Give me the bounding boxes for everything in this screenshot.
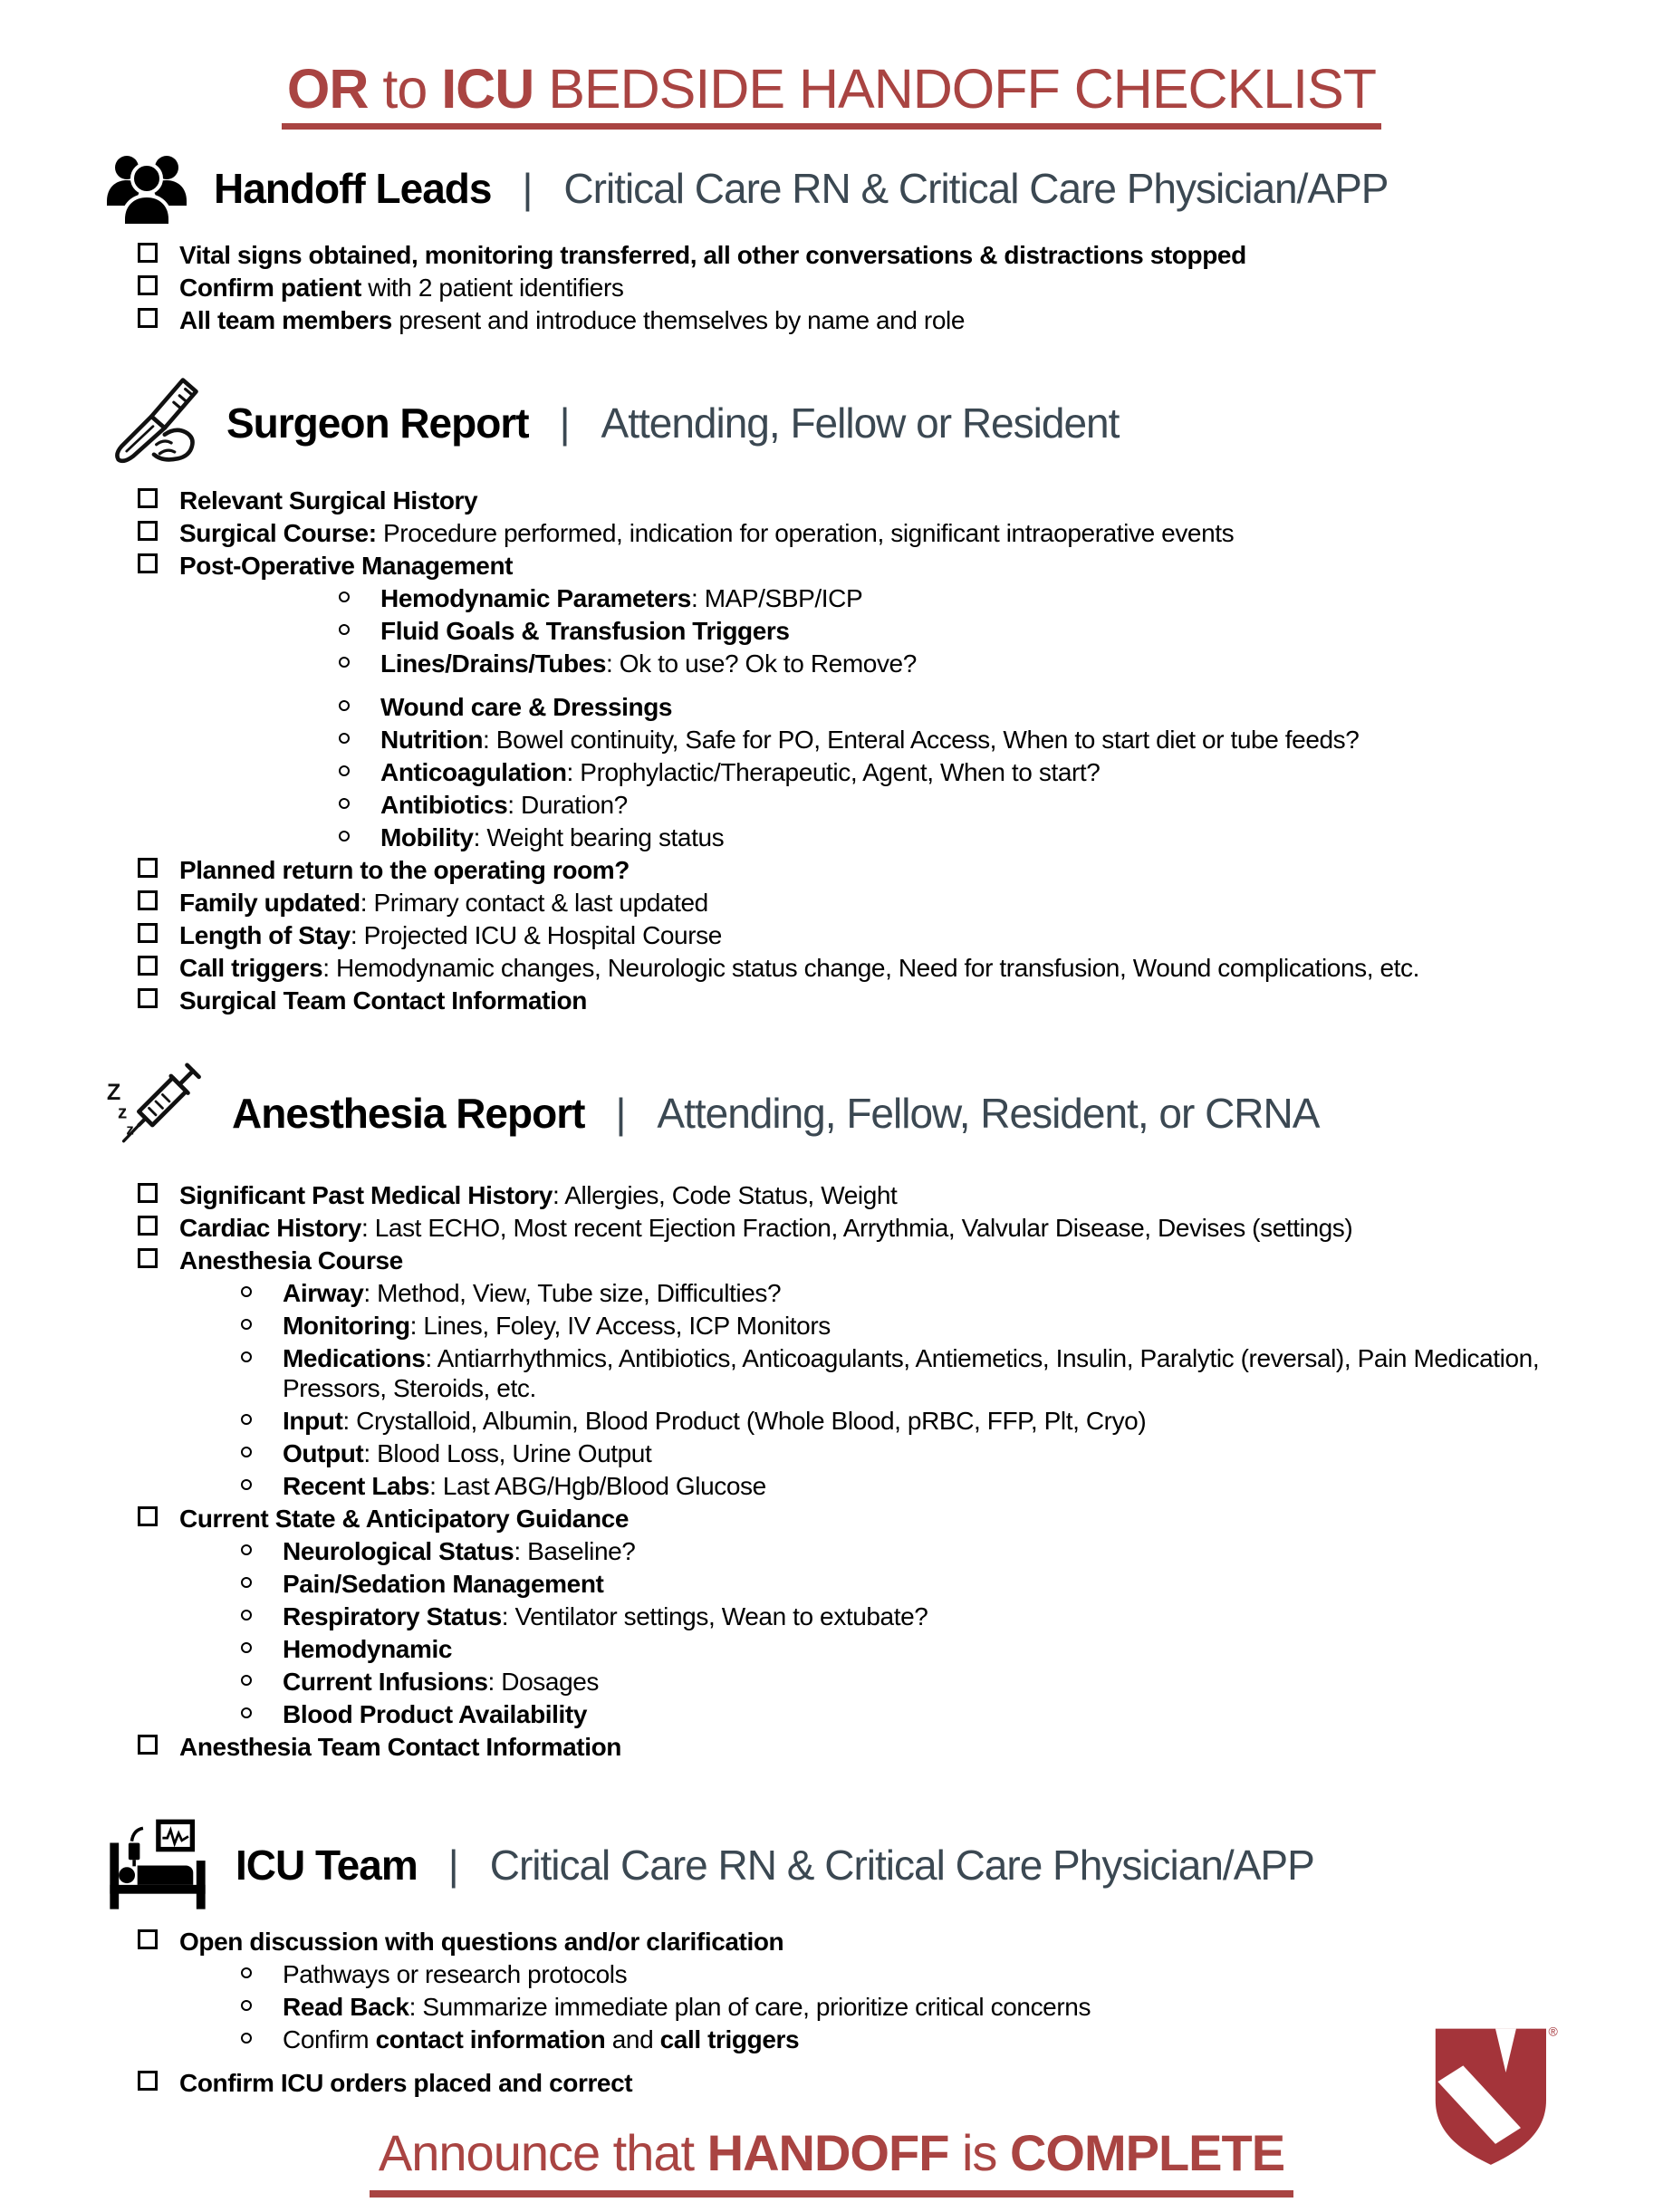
- text-segment: : Ventilator settings, Wean to extubate?: [501, 1602, 928, 1631]
- section-subtitle: Critical Care RN & Critical Care Physician/APP: [489, 1842, 1314, 1890]
- text-segment: Planned return to the operating room?: [179, 856, 630, 885]
- section-subtitle: Critical Care RN & Critical Care Physician/APP: [563, 165, 1389, 213]
- checklist-item: [0, 1504, 1549, 1534]
- checkbox-icon: [138, 858, 158, 878]
- text-segment: : Ok to use? Ok to Remove?: [606, 649, 917, 678]
- sub-bullet-item: [0, 649, 1549, 678]
- item-text: [179, 551, 1549, 581]
- nebraska-medicine-logo: [1424, 2022, 1567, 2174]
- handoff-checklist-document: [0, 58, 1663, 2212]
- checklist: [0, 1927, 1663, 2098]
- section-title: Anesthesia Report: [232, 1090, 585, 1138]
- circle-bullet-icon: [241, 1967, 252, 1978]
- sleep-letter: Z: [106, 1080, 121, 1106]
- sub-bullet-item: [0, 583, 1549, 613]
- section-title: Handoff Leads: [214, 165, 492, 213]
- item-text: [380, 616, 1549, 646]
- sub-bullet-item: [0, 1959, 1549, 1989]
- text-segment: : Method, View, Tube size, Difficulties?: [363, 1279, 782, 1308]
- text-segment: : Lines, Foley, IV Access, ICP Monitors: [409, 1312, 831, 1341]
- checkbox-icon: [138, 988, 158, 1008]
- item-text: [179, 1213, 1549, 1243]
- text-segment: Wound care & Dressings: [380, 693, 673, 722]
- checklist-item: [0, 518, 1549, 548]
- text-segment: ICU: [441, 58, 534, 120]
- checkbox-icon: [138, 1506, 158, 1526]
- circle-bullet-icon: [241, 1319, 252, 1330]
- text-segment: Family updated: [179, 889, 360, 918]
- circle-bullet-icon: [241, 1544, 252, 1555]
- item-text: [179, 273, 1549, 303]
- text-segment: Recent Labs: [283, 1472, 430, 1501]
- syringe-icon: [105, 1061, 207, 1166]
- text-segment: OR: [286, 58, 369, 120]
- section-subtitle: Attending, Fellow, Resident, or CRNA: [657, 1090, 1320, 1138]
- text-segment: HANDOFF: [707, 2124, 949, 2182]
- text-segment: Vital signs obtained, monitoring transferred, all other conversations & distractions stopped: [179, 241, 1246, 270]
- circle-bullet-icon: [339, 831, 350, 842]
- checkbox-icon: [138, 1735, 158, 1755]
- item-text: [179, 486, 1549, 515]
- text-segment: Mobility: [380, 823, 474, 852]
- checklist-item: [0, 920, 1549, 950]
- text-segment: : Baseline?: [514, 1537, 636, 1566]
- text-segment: : Last ABG/Hgb/Blood Glucose: [429, 1472, 766, 1501]
- text-segment: Hemodynamic Parameters: [380, 584, 691, 613]
- sleep-letter: z: [118, 1101, 128, 1123]
- section-divider: |: [522, 165, 534, 213]
- checkbox-icon: [138, 308, 158, 328]
- item-text: [179, 920, 1549, 950]
- item-text: [380, 649, 1549, 678]
- text-segment: call triggers: [659, 2025, 800, 2054]
- checkbox-icon: [138, 553, 158, 573]
- checklist-item: [0, 986, 1549, 1015]
- item-text: [380, 790, 1549, 820]
- text-segment: Current Infusions: [283, 1668, 488, 1697]
- item-text: [179, 1927, 1549, 1957]
- checkbox-icon: [138, 956, 158, 976]
- text-segment: : Last ECHO, Most recent Ejection Fraction, Arrythmia, Valvular Disease, Devises (settings): [360, 1214, 1353, 1243]
- item-text: [283, 1311, 1549, 1341]
- section-header: [0, 375, 1663, 471]
- text-segment: Fluid Goals & Transfusion Triggers: [380, 617, 790, 646]
- item-text: [179, 2068, 1549, 2098]
- sub-bullet-item: [0, 692, 1549, 722]
- checklist-item: [0, 486, 1549, 515]
- checkbox-icon: [138, 890, 158, 910]
- text-segment: : Summarize immediate plan of care, prioritize critical concerns: [409, 1993, 1091, 2022]
- item-text: [283, 1634, 1549, 1664]
- scalpel-icon: [105, 375, 201, 471]
- checklist-item: [0, 1927, 1549, 1957]
- sub-bullet-item: [0, 757, 1549, 787]
- registered-mark: ®: [1548, 2024, 1558, 2039]
- item-text: [283, 1667, 1549, 1697]
- checklist-item: [0, 551, 1549, 581]
- text-segment: and: [605, 2025, 660, 2054]
- item-text: [283, 1471, 1549, 1501]
- text-segment: : Hemodynamic changes, Neurologic status change, Need for transfusion, Wound complications, etc.: [322, 954, 1420, 983]
- text-segment: : Bowel continuity, Safe for PO, Enteral Access, When to start diet or tube feeds?: [483, 726, 1360, 755]
- circle-bullet-icon: [241, 1675, 252, 1686]
- text-segment: Length of Stay: [179, 921, 351, 950]
- circle-bullet-icon: [339, 733, 350, 744]
- sub-bullet-item: [0, 1343, 1549, 1403]
- checkbox-icon: [138, 1248, 158, 1268]
- text-segment: Surgical Course:: [179, 519, 377, 548]
- sub-bullet-item: [0, 1699, 1549, 1729]
- text-segment: : Antiarrhythmics, Antibiotics, Anticoagulants, Antiemetics, Insulin, Paralytic (reversal), Pain Medication, Pressors, Steroids, etc.: [283, 1344, 1540, 1403]
- circle-bullet-icon: [241, 1447, 252, 1457]
- footer-announcement: [370, 2125, 1293, 2198]
- item-text: [179, 1504, 1549, 1534]
- item-text: [283, 1438, 1549, 1468]
- sub-bullet-item: [0, 1634, 1549, 1664]
- footer-wrap: [0, 2125, 1663, 2198]
- text-segment: Relevant Surgical History: [179, 486, 478, 515]
- text-segment: Surgical Team Contact Information: [179, 986, 587, 1015]
- circle-bullet-icon: [339, 700, 350, 711]
- text-segment: contact information: [375, 2025, 606, 2054]
- checklist-item: [0, 2068, 1549, 2098]
- text-segment: Neurological Status: [283, 1537, 514, 1566]
- section-surgeon-report: [0, 375, 1663, 1015]
- sub-bullet-item: [0, 1992, 1549, 2022]
- checkbox-icon: [138, 243, 158, 263]
- section-subtitle: Attending, Fellow or Resident: [601, 399, 1120, 447]
- item-text: [380, 725, 1549, 755]
- section-icu-team: [0, 1818, 1663, 2098]
- sub-bullet-item: [0, 725, 1549, 755]
- page-title: [282, 58, 1381, 130]
- item-text: [179, 518, 1549, 548]
- circle-bullet-icon: [241, 2000, 252, 2011]
- hospital-bed-icon: [105, 1818, 210, 1912]
- item-text: [179, 305, 1549, 335]
- circle-bullet-icon: [241, 1577, 252, 1588]
- circle-bullet-icon: [241, 1707, 252, 1718]
- sub-bullet-item: [0, 1438, 1549, 1468]
- sub-bullet-item: [0, 1536, 1549, 1566]
- circle-bullet-icon: [241, 1286, 252, 1297]
- checklist: [0, 240, 1663, 335]
- section-title: ICU Team: [236, 1842, 418, 1890]
- title-wrap: [0, 58, 1663, 130]
- section-header: [0, 151, 1663, 226]
- checklist-item: [0, 273, 1549, 303]
- text-segment: to: [368, 58, 442, 120]
- section-divider: |: [615, 1090, 627, 1138]
- item-text: [283, 1959, 1549, 1989]
- item-text: [283, 1601, 1549, 1631]
- item-text: [283, 1536, 1549, 1566]
- sleep-letter: z: [126, 1120, 134, 1139]
- text-segment: Confirm ICU orders placed and correct: [179, 2069, 633, 2098]
- text-segment: Nutrition: [380, 726, 484, 755]
- item-text: [179, 953, 1549, 983]
- checklist-item: [0, 855, 1549, 885]
- text-segment: Call triggers: [179, 954, 323, 983]
- section-header: [0, 1818, 1663, 1912]
- people-icon: [105, 151, 188, 226]
- circle-bullet-icon: [241, 1414, 252, 1425]
- sub-bullet-item: [0, 1667, 1549, 1697]
- text-segment: Read Back: [283, 1993, 409, 2022]
- text-segment: Open discussion with questions and/or clarification: [179, 1928, 784, 1957]
- circle-bullet-icon: [339, 591, 350, 602]
- text-segment: Medications: [283, 1344, 426, 1373]
- text-segment: Antibiotics: [380, 791, 508, 820]
- item-text: [283, 1992, 1549, 2022]
- checklist: [0, 486, 1663, 1015]
- text-segment: COMPLETE: [1009, 2124, 1285, 2182]
- checklist-item: [0, 953, 1549, 983]
- checkbox-icon: [138, 488, 158, 508]
- section-title: Surgeon Report: [226, 399, 529, 447]
- checklist-item: [0, 1213, 1549, 1243]
- item-text: [179, 1245, 1549, 1275]
- text-segment: : Duration?: [507, 791, 628, 820]
- text-segment: Monitoring: [283, 1312, 410, 1341]
- text-segment: : Crystalloid, Albumin, Blood Product (Whole Blood, pRBC, FFP, Plt, Cryo): [342, 1407, 1147, 1436]
- text-segment: is: [948, 2124, 1010, 2182]
- checklist-item: [0, 240, 1549, 270]
- checklist-item: [0, 1245, 1549, 1275]
- section-header: [0, 1061, 1663, 1166]
- checklist-item: [0, 1732, 1549, 1762]
- text-segment: : Weight bearing status: [473, 823, 725, 852]
- item-text: [380, 757, 1549, 787]
- text-segment: Hemodynamic: [283, 1635, 452, 1664]
- checkbox-icon: [138, 923, 158, 943]
- sub-bullet-item: [0, 1569, 1549, 1599]
- text-segment: : Blood Loss, Urine Output: [363, 1439, 652, 1468]
- text-segment: Output: [283, 1439, 364, 1468]
- sub-bullet-item: [0, 1311, 1549, 1341]
- item-text: [179, 1732, 1549, 1762]
- sub-bullet-item: [0, 616, 1549, 646]
- text-segment: Lines/Drains/Tubes: [380, 649, 607, 678]
- text-segment: Pathways or research protocols: [283, 1960, 628, 1989]
- section-handoff-leads: [0, 151, 1663, 335]
- item-text: [179, 855, 1549, 885]
- circle-bullet-icon: [339, 624, 350, 635]
- item-text: [283, 1699, 1549, 1729]
- text-segment: Anticoagulation: [380, 758, 567, 787]
- sub-bullet-item: [0, 1471, 1549, 1501]
- item-text: [380, 692, 1549, 722]
- text-segment: Announce that: [378, 2124, 707, 2182]
- sub-bullet-item: [0, 822, 1549, 852]
- sub-bullet-item: [0, 1601, 1549, 1631]
- circle-bullet-icon: [241, 1642, 252, 1653]
- circle-bullet-icon: [241, 1351, 252, 1362]
- checklist-item: [0, 888, 1549, 918]
- text-segment: Procedure performed, indication for operation, significant intraoperative events: [376, 519, 1235, 548]
- text-segment: Airway: [283, 1279, 364, 1308]
- item-text: [283, 2024, 1549, 2054]
- text-segment: Significant Past Medical History: [179, 1181, 553, 1210]
- text-segment: : MAP/SBP/ICP: [690, 584, 863, 613]
- item-text: [380, 583, 1549, 613]
- sub-bullet-item: [0, 1406, 1549, 1436]
- checklist: [0, 1180, 1663, 1762]
- text-segment: Post-Operative Management: [179, 552, 514, 581]
- checkbox-icon: [138, 275, 158, 295]
- text-segment: with 2 patient identifiers: [360, 274, 624, 303]
- sub-bullet-item: [0, 1278, 1549, 1308]
- item-text: [380, 822, 1549, 852]
- item-text: [179, 240, 1549, 270]
- text-segment: Input: [283, 1407, 343, 1436]
- section-divider: |: [559, 399, 571, 447]
- checklist-item: [0, 305, 1549, 335]
- text-segment: : Prophylactic/Therapeutic, Agent, When to start?: [566, 758, 1101, 787]
- text-segment: Respiratory Status: [283, 1602, 502, 1631]
- item-text: [283, 1343, 1549, 1403]
- text-segment: All team members: [179, 306, 392, 335]
- text-segment: Anesthesia Team Contact Information: [179, 1733, 622, 1762]
- text-segment: : Allergies, Code Status, Weight: [552, 1181, 898, 1210]
- circle-bullet-icon: [339, 765, 350, 776]
- text-segment: Confirm patient: [179, 274, 361, 303]
- circle-bullet-icon: [241, 1610, 252, 1621]
- text-segment: : Dosages: [487, 1668, 600, 1697]
- checkbox-icon: [138, 521, 158, 541]
- text-segment: Confirm: [283, 2025, 376, 2054]
- checkbox-icon: [138, 1216, 158, 1236]
- checkbox-icon: [138, 1183, 158, 1203]
- section-divider: |: [447, 1842, 459, 1890]
- section-anesthesia-report: [0, 1061, 1663, 1762]
- item-text: [283, 1406, 1549, 1436]
- text-segment: Blood Product Availability: [283, 1700, 588, 1729]
- text-segment: Cardiac History: [179, 1214, 361, 1243]
- checkbox-icon: [138, 2071, 158, 2091]
- text-segment: BEDSIDE HANDOFF CHECKLIST: [534, 58, 1377, 120]
- item-text: [179, 888, 1549, 918]
- circle-bullet-icon: [241, 1479, 252, 1490]
- item-text: [283, 1278, 1549, 1308]
- circle-bullet-icon: [339, 657, 350, 668]
- text-segment: : Primary contact & last updated: [360, 889, 708, 918]
- checklist-item: [0, 1180, 1549, 1210]
- text-segment: Anesthesia Course: [179, 1246, 403, 1275]
- text-segment: : Projected ICU & Hospital Course: [350, 921, 722, 950]
- text-segment: Current State & Anticipatory Guidance: [179, 1505, 630, 1534]
- sub-bullet-item: [0, 790, 1549, 820]
- sub-bullet-item: [0, 2024, 1549, 2054]
- checkbox-icon: [138, 1929, 158, 1949]
- item-text: [179, 1180, 1549, 1210]
- item-text: [283, 1569, 1549, 1599]
- text-segment: Pain/Sedation Management: [283, 1570, 604, 1599]
- text-segment: present and introduce themselves by name and role: [391, 306, 965, 335]
- circle-bullet-icon: [339, 798, 350, 809]
- item-text: [179, 986, 1549, 1015]
- circle-bullet-icon: [241, 2033, 252, 2044]
